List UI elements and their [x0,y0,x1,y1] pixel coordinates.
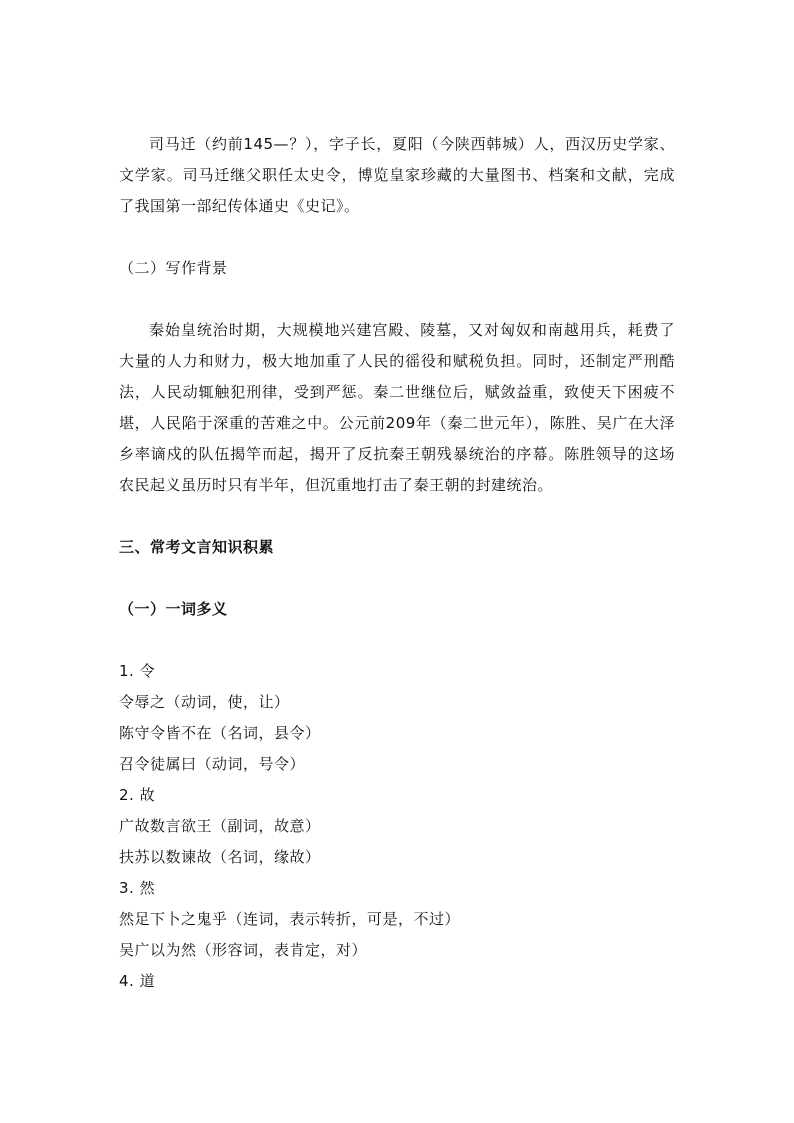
entry-heading-dao: 4. 道 [119,972,156,990]
entry-example: 扶苏以数谏故（名词，缘故） [119,848,321,866]
subsection-title-polysemy: （一）一词多义 [119,600,228,618]
background-paragraph: 秦始皇统治时期，大规模地兴建宫殿、陵墓，又对匈奴和南越用兵，耗费了大量的人力和财力，极大地加重了人民的徭役和赋税负担。同时，还制定严刑酷法，人民动辄触犯刑律，受到严惩。秦二世继位后，赋敛益重，致使天下困疲不堪，人民陷于深重的苦难之中。公元前209年（秦二世元年），陈胜、吴广在大泽乡率谪戍的队伍揭竿而起，揭开了反抗秦王朝残暴统治的序幕。陈胜领导的这场农民起义虽历时只有半年，但沉重地打击了秦王朝的封建统治。 [119,321,675,494]
entry-heading-ling: 1. 令 [119,662,156,680]
section-title-classical-knowledge: 三、常考文言知识积累 [119,538,275,556]
entry-heading-gu: 2. 故 [119,786,156,804]
entry-example: 陈守令皆不在（名词，县令） [119,724,321,742]
entry-example: 广故数言欲王（副词，故意） [119,817,321,835]
entry-example: 令辱之（动词，使，让） [119,693,290,711]
entry-example: 然足下卜之鬼乎（连词，表示转折，可是，不过） [119,910,461,928]
spacer [119,625,675,656]
section-title-writing-background: （二）写作背景 [119,259,228,277]
author-intro-paragraph: 司马迁（约前145—？），字子长，夏阳（今陕西韩城）人，西汉历史学家、文学家。司马迁继父职任太史令，博览皇家珍藏的大量图书、档案和文献，完成了我国第一部纪传体通史《史记》。 [119,135,675,215]
spacer [119,284,675,315]
entry-heading-ran: 3. 然 [119,879,156,897]
spacer [119,563,675,594]
spacer [119,501,675,532]
spacer [119,222,675,253]
entry-example: 召令徒属曰（动词，号令） [119,755,306,773]
entry-example: 吴广以为然（形容词，表肯定，对） [119,941,368,959]
document-content [119,129,675,997]
